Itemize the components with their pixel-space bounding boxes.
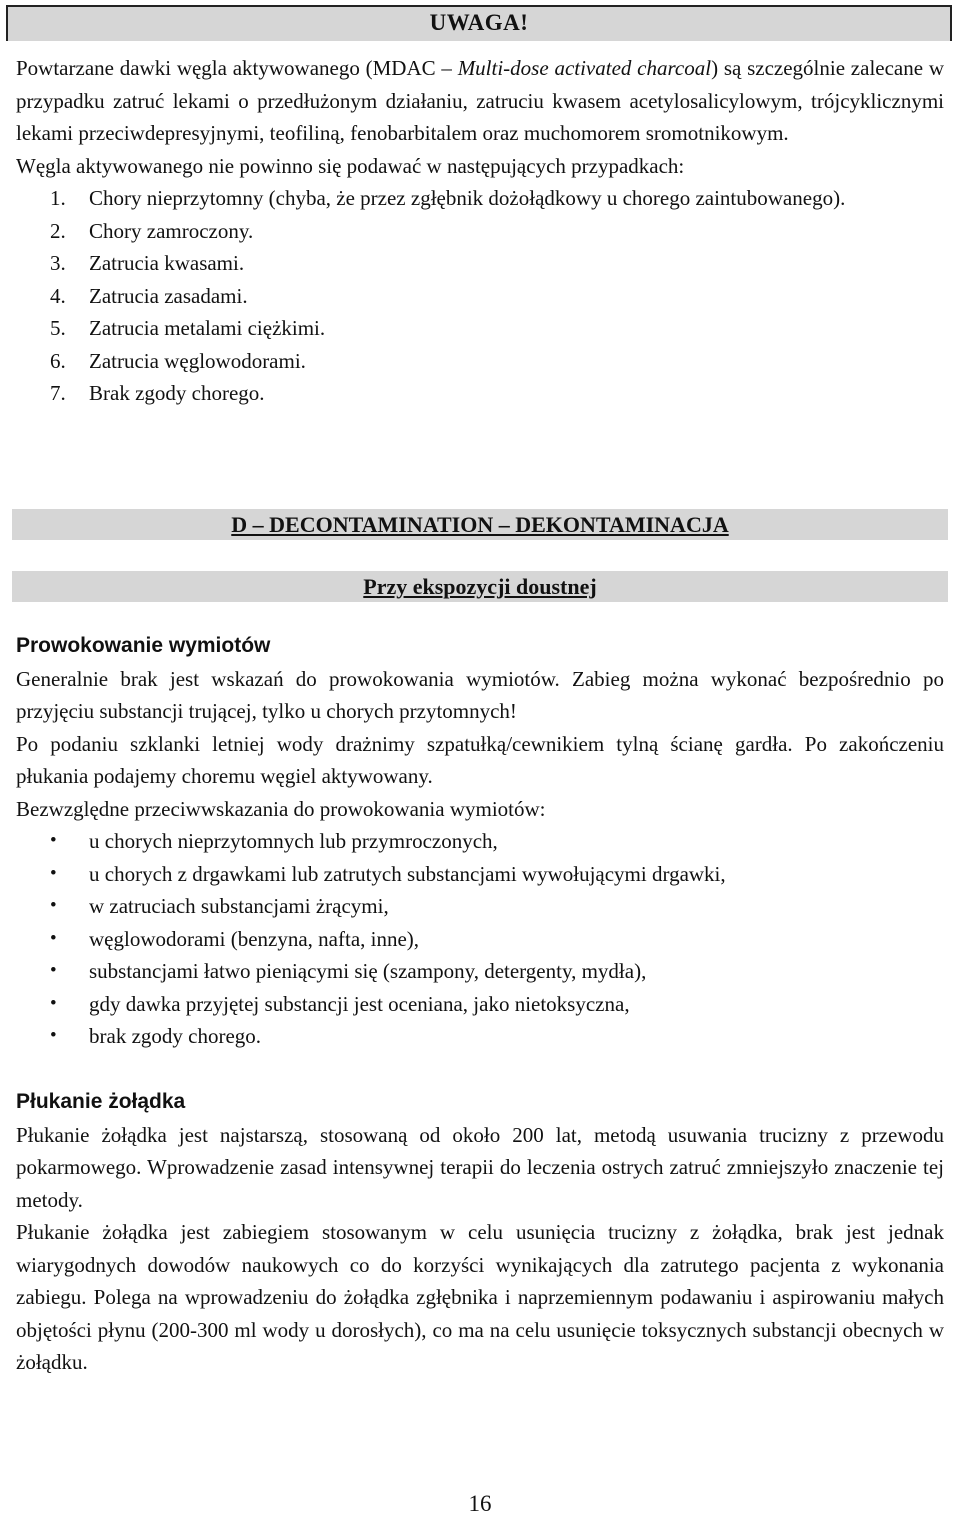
vomiting-section [16,630,944,1053]
oral-exposure-heading: Przy ekspozycji doustnej [363,574,597,599]
lavage-paragraph-1: Płukanie żołądka jest najstarszą, stosowaną od około 200 lat, metodą usuwania trucizny z przewodu pokarmowego. Wprowadzenie zasad intensywnej terapii do leczenia ostrych zatruć zmniejszyło znaczenie tej metody. [16,1122,944,1212]
list-item: 3. Zatrucia kwasami. [50,251,245,275]
list-item: • brak zgody chorego. [16,1020,944,1053]
list-item: 5. Zatrucia metalami ciężkimi. [50,316,326,340]
list-item: • gdy dawka przyjętej substancji jest oceniana, jako nietoksyczna, [16,988,944,1021]
mdac-text-italic: Multi-dose activated charcoal [457,56,712,80]
warning-title: UWAGA! [429,10,529,35]
bullet-icon: • [50,895,57,916]
bullet-icon: • [50,830,57,851]
bullet-icon: • [50,862,57,884]
decontamination-heading: D – DECONTAMINATION – DEKONTAMINACJA [231,512,729,537]
list-item: 1. Chory nieprzytomny (chyba, że przez zgłębnik dożołądkowy u chorego zaintubowanego). [50,186,846,210]
oral-exposure-heading-band [12,571,948,602]
bullet-icon: • [50,927,57,949]
list-item: • węglowodorami (benzyna, nafta, inne), [16,923,944,956]
lavage-heading: Płukanie żołądka [16,1090,186,1113]
warning-box [6,5,952,41]
vomiting-heading: Prowokowanie wymiotów [16,634,271,657]
mdac-section [16,52,944,410]
vomiting-paragraph-1: Generalnie brak jest wskazań do prowokowania wymiotów. Zabieg można wykonać bezpośrednio po przyjęciu substancji trującej, tylko u chorych przytomnych! [16,666,944,723]
list-item: 7. Brak zgody chorego. [50,381,265,405]
list-item: • w zatruciach substancjami żrącymi, [16,890,944,923]
mdac-paragraph [16,52,944,150]
bullet-icon: • [50,992,57,1014]
page-number: 16 [468,1491,492,1516]
bullet-icon: • [50,1025,57,1046]
lavage-paragraph-2: Płukanie żołądka jest zabiegiem stosowanym w celu usunięcia trucizny z żołądka, brak jest jednak wiarygodnych dowodów naukowych co do korzyści wynikających dla zatrutego pacjenta z wykonania zabiegu. Polega na wprowadzeniu do żołądka zgłębnika i naprzemiennym podawaniu i aspirowaniu małych objętości płynu (200-300 ml wody u dorosłych), co ma na celu usunięcie toksycznych substancji obecnych w żołądku. [16,1220,944,1374]
mdac-text-a: Powtarzane dawki węgla aktywowanego (MDAC – [16,56,458,80]
decontamination-heading-band [12,509,948,540]
list-item: • u chorych z drgawkami lub zatrutych substancjami wywołującymi drgawki, [16,858,944,891]
list-item: 4. Zatrucia zasadami. [50,283,248,308]
list-item: 2. Chory zamroczony. [50,218,254,243]
bullet-icon: • [50,960,57,981]
list-item: • substancjami łatwo pieniącymi się (szampony, detergenty, mydła), [16,955,944,988]
charcoal-contraindications-list [16,182,944,410]
vomiting-paragraph-2: Po podaniu szklanki letniej wody drażnimy szpatułką/cewnikiem tylną ścianę gardła. Po zakończeniu płukania podajemy choremu węgiel aktywowany. [16,731,944,788]
lavage-section [16,1086,944,1379]
list-item: • u chorych nieprzytomnych lub przymroczonych, [16,825,944,858]
charcoal-contraindications-intro: Węgla aktywowanego nie powinno się podawać w następujących przypadkach: [16,153,685,178]
vomiting-contraindications-list [16,825,944,1053]
vomiting-contraindications-intro: Bezwzględne przeciwwskazania do prowokowania wymiotów: [16,796,546,821]
mdac-text-b: ) są szczególnie zalecane w przypadku zatruć lekami o przedłużonym działaniu, zatruciu kwasem acetylosalicylowym, trójcyklicznymi lekami przeciwdepresyjnymi, teofiliną, fenobarbitalem oraz muchomorem sromotnikowym. [16,56,945,145]
list-item: 6. Zatrucia węglowodorami. [50,348,306,373]
